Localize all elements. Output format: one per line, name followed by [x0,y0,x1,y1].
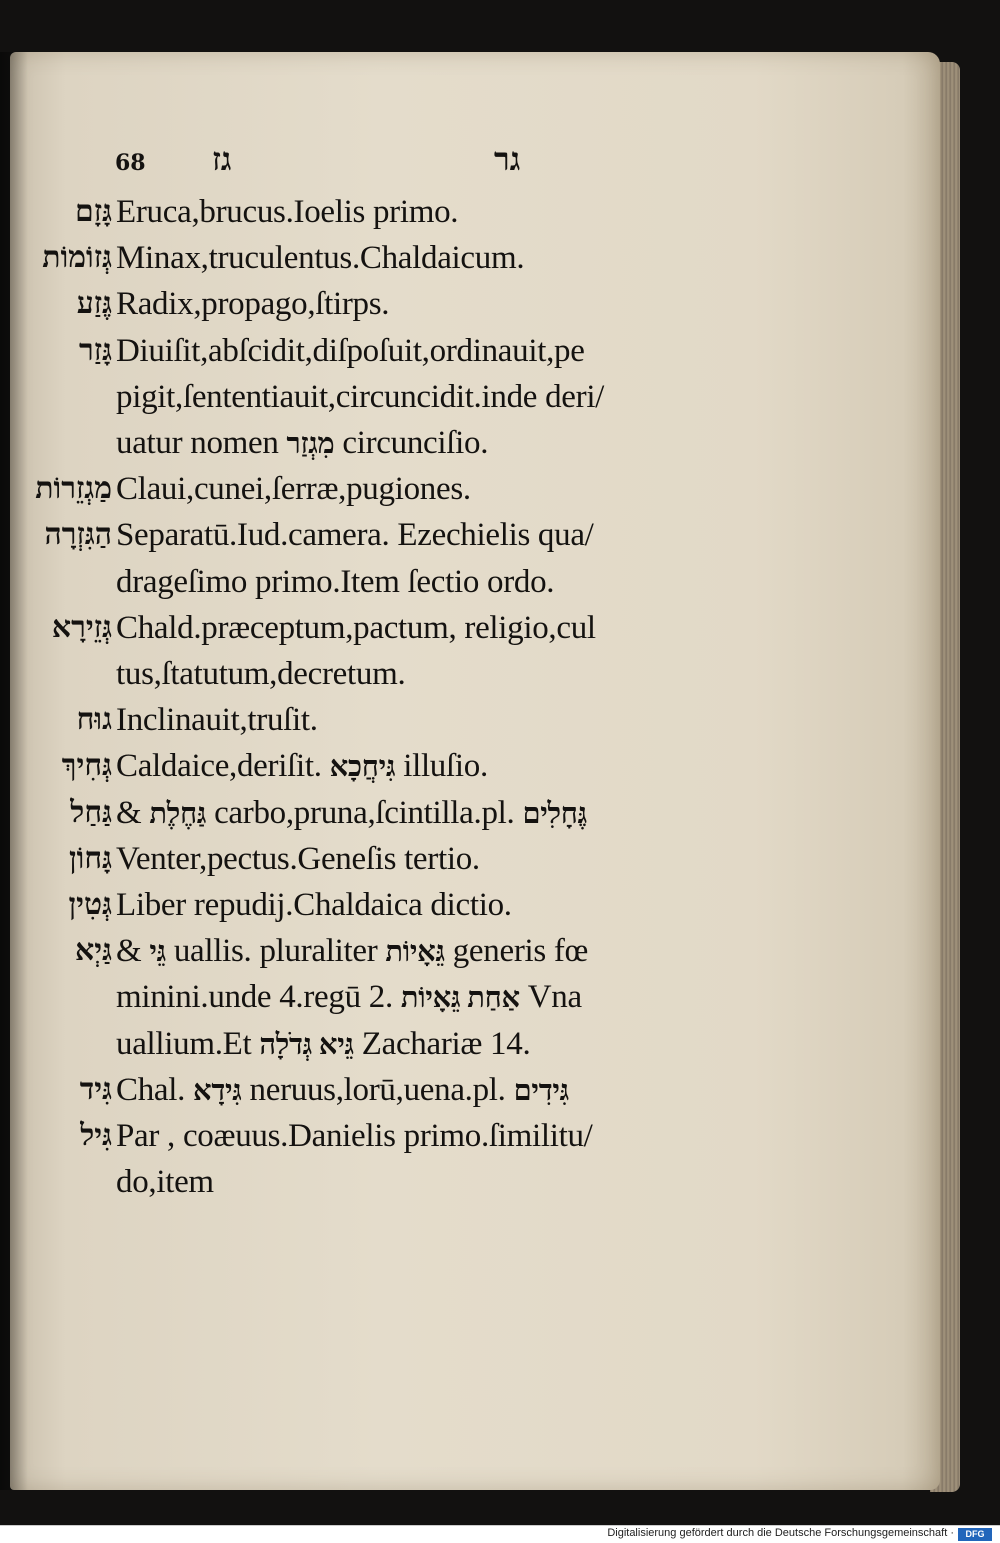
latin-gloss [116,698,318,742]
entry-line [0,1160,760,1204]
latin-gloss [116,652,405,696]
hebrew-headword: גְּחִיךְ [61,748,112,784]
running-head-left: גז [212,140,232,178]
hebrew-term: גִּידָא [193,1074,242,1107]
hebrew-headword: גְּזוֹמוֹת [42,240,112,276]
gloss-text: Liber repudij.Chaldaica dictio. [116,887,512,923]
gloss-text: minini.unde 4.regū 2. [116,979,393,1016]
gloss-text: illuſio. [403,748,488,785]
hebrew-headword: גְּזֵירָא [51,609,112,645]
latin-gloss [116,883,512,927]
folio-number: 68 [115,150,146,176]
hebrew-term: גִּידִים [513,1074,569,1107]
gloss-text: Diuiſit,abſcidit,diſpoſuit,ordinauit,pe [116,332,585,369]
entry-line [0,329,760,373]
latin-gloss [116,744,488,789]
entry-line [0,1114,760,1158]
entry-line [0,975,760,1019]
hebrew-headword: הַגִּזְרָה [44,517,112,553]
entry-line [0,744,760,788]
hebrew-headword: גִּיל [80,1118,112,1153]
gloss-text: Par , coæuus.Danielis primo.ſimilitu/ [116,1118,593,1154]
gloss-text: Eruca,brucus.Ioelis primo. [116,194,459,230]
hebrew-headword: מַגְזֵרוֹת [35,471,112,507]
latin-gloss [116,329,585,373]
gloss-text: Caldaice,deriſit. [116,748,322,785]
latin-gloss [116,929,588,974]
hebrew-headword: גָּזָם [75,194,112,229]
entry-line [0,606,760,650]
gloss-text: tus,ſtatutum,decretum. [116,656,406,692]
gloss-text: do,item [116,1164,214,1201]
gloss-text: Chald.præceptum,pactum, religio,cul [116,609,596,646]
entry-line [0,698,760,742]
footer-credit: Digitalisierung gefördert durch die Deutsche Forschungsgemeinschaft · [607,1527,954,1539]
hebrew-term: מִגְזַר [286,428,335,460]
hebrew-term: גֵּאָיוֹת [385,936,445,969]
hebrew-headword: גִּיד [79,1071,112,1107]
gloss-text: circunciſio. [342,425,489,461]
gloss-text: Zachariæ 14. [361,1025,531,1062]
gloss-text: Chal. [116,1071,186,1108]
hebrew-term: גַּחֶלֶת [149,797,207,830]
hebrew-term: גֵּי [149,936,166,969]
hebrew-headword: גְּטִין [68,887,112,922]
latin-gloss [116,282,389,326]
entry-line [0,1068,760,1112]
gloss-text: Venter,pectus.Geneſis tertio. [116,840,480,877]
running-head-right: גר [494,140,521,178]
gloss-text: pigit,ſententiauit,circuncidit.inde deri/ [116,378,605,415]
entry-line [0,421,760,465]
gloss-text: Separatū.Iud.camera. Ezechielis qua/ [116,517,594,554]
entry-line [0,652,760,696]
hebrew-term: אַחַת גֵּאָיוֹת [400,982,520,1015]
entry-line [0,1022,760,1066]
gloss-text: & [116,933,142,970]
entry-line [0,837,760,881]
latin-gloss [116,1114,593,1158]
entry-line [0,560,760,604]
latin-gloss [116,606,596,650]
hebrew-term: גִּיחֲכָא [329,751,396,784]
hebrew-headword: גָּזַר [78,332,112,368]
latin-gloss [116,375,604,419]
latin-gloss [116,513,594,557]
latin-gloss [116,421,488,466]
entry-line [0,513,760,557]
gloss-text: generis fœ [452,933,589,970]
gloss-text: uatur nomen [116,425,279,461]
dfg-logo[interactable]: DFG [958,1528,992,1541]
entry-line [0,282,760,326]
gloss-text: uallis. pluraliter [173,933,378,970]
hebrew-headword: גֶּזַע [76,286,112,322]
gloss-text: Inclinauit,truſit. [116,702,318,739]
gloss-text: Claui,cunei,ſerræ,pugiones. [116,471,471,508]
latin-gloss [116,1022,530,1067]
latin-gloss [116,1068,569,1113]
latin-gloss [116,236,524,280]
hebrew-headword: גַּיְא [74,933,112,969]
latin-gloss [116,791,587,836]
gloss-text: Minax,truculentus.Chaldaicum. [116,240,525,277]
latin-gloss [116,190,458,234]
gloss-text: Vna [527,979,582,1016]
hebrew-headword: גוּח [76,702,112,738]
footer-bar [0,1525,1000,1543]
gloss-text: & [116,794,142,831]
hebrew-headword: גַּחַל [70,794,112,830]
latin-gloss [116,560,554,604]
gloss-text: neruus,lorū,uena.pl. [249,1071,506,1108]
hebrew-term: גֵּיא גְּדֹלָה [259,1028,354,1061]
hebrew-headword: גָּחוֹן [69,840,112,876]
entry-line [0,929,760,973]
latin-gloss [116,837,480,881]
gloss-text: Radix,propago,ſtirps. [116,286,390,323]
hebrew-term: גֶּחָלִים [522,797,587,830]
gloss-text: drageſimo primo.Item ſectio ordo. [116,563,555,600]
entry-line [0,190,760,234]
gloss-text: uallium.Et [116,1025,252,1062]
latin-gloss [116,975,582,1020]
entry-line [0,375,760,419]
gloss-text: carbo,pruna,ſcintilla.pl. [214,794,515,831]
latin-gloss [116,1160,214,1204]
latin-gloss [116,467,471,511]
entry-line [0,883,760,927]
entry-line [0,467,760,511]
entry-line [0,791,760,835]
entry-line [0,236,760,280]
